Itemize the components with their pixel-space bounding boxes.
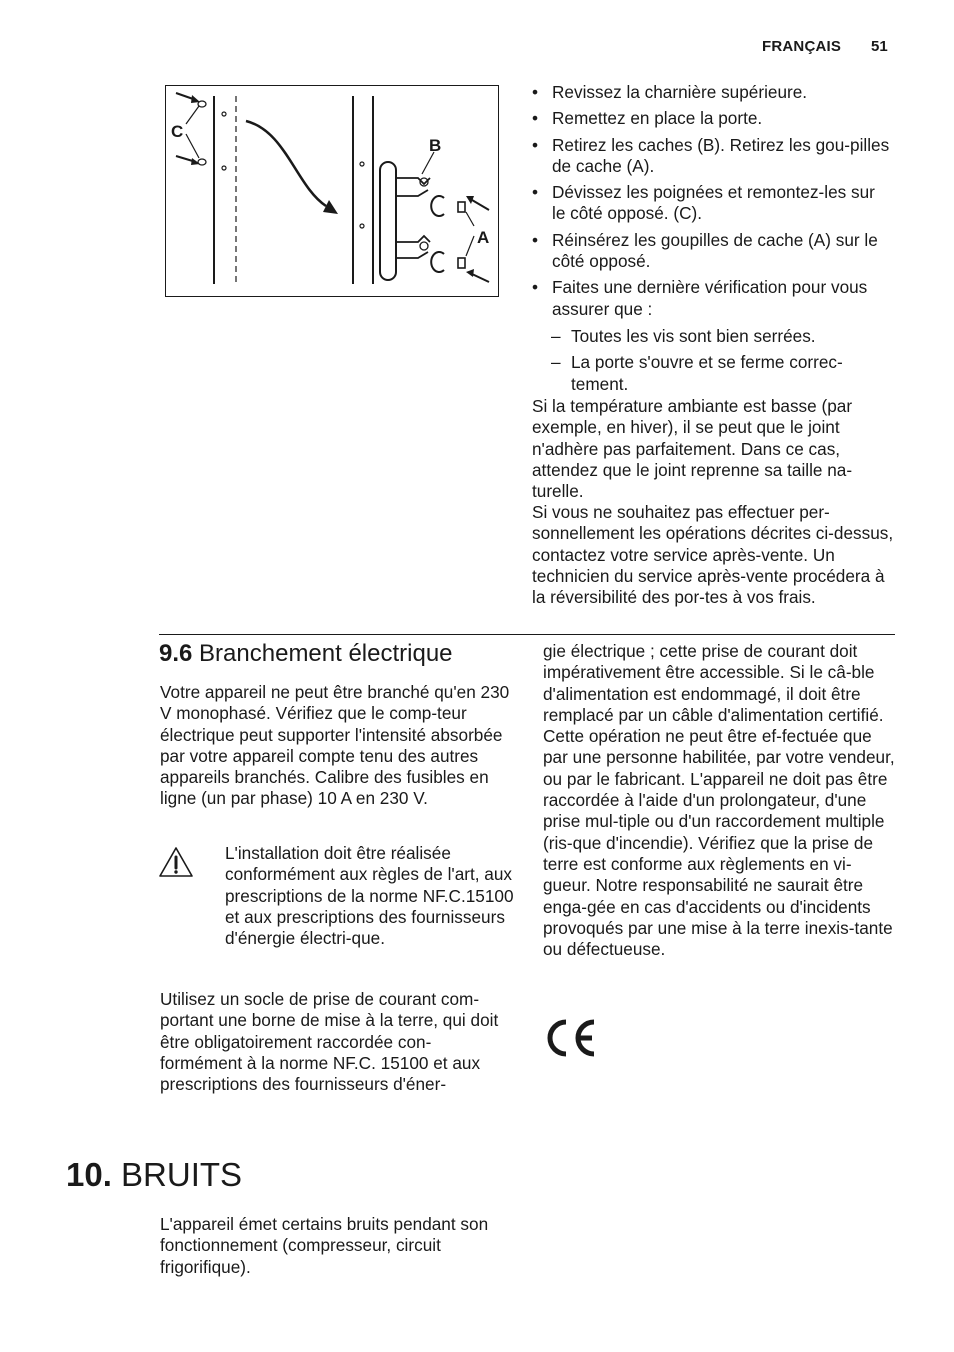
step-item: • Faites une dernière vérification pour vous assurer que : [532, 277, 868, 319]
label-a: A [477, 228, 490, 247]
temperature-note: Si la température ambiante est basse (par exemple, en hiver), il se peut que le joint n'adhère pas parfaitement. Dans ce cas, attendez que le joint reprenne sa taille na-turelle. [532, 396, 853, 502]
noise-text: L'appareil émet certains bruits pendant son fonctionnement (compresseur, circuit frigorifique). [160, 1214, 489, 1277]
illustration-drawing [166, 86, 497, 295]
installation-warning-text: L'installation doit être réalisée conformément aux règles de l'art, aux prescriptions de la norme NF.C.15100 et aux prescriptions des fournisseurs d'énergie électri-que. [225, 843, 514, 949]
step-item: • Revissez la charnière supérieure. [532, 82, 808, 102]
power-requirements-text: Votre appareil ne peut être branché qu'en 230 V monophasé. Vérifiez que le comp-teur électrique peut supporter l'intensité absorbée par votre appareil compte tenu des autres appareils branchés. Calibre des fusibles en ligne (un par phase) 10 A en 230 V. [160, 682, 510, 809]
header-language: FRANÇAIS [762, 38, 842, 55]
chapter-number: 10. [66, 1156, 112, 1193]
chapter-title: BRUITS [121, 1156, 243, 1193]
section-divider [159, 634, 895, 635]
check-item: – Toutes les vis sont bien serrées. [551, 326, 816, 346]
final-checks-list [551, 326, 891, 400]
step-item: • Dévissez les poignées et remontez-les sur le côté opposé. (C). [532, 182, 875, 224]
service-note: Si vous ne souhaitez pas effectuer per-sonnellement les opérations décrites ci-dessus, contactez votre service après-vente. Un technicien du service après-vente procédera à la réversibilité des por-tes à vos frais. [532, 502, 894, 608]
grounding-text: gie électrique ; cette prise de courant doit impérativement être accessible. Si le câ-ble d'alimentation est endommagé, il doit être remplacé par un câble d'alimentation certifié. Cette opération ne peut être ef-fectuée que par une personne habilitée, par votre vendeur, ou par le fabricant. L'appareil ne doit pas être raccordée à l'aide d'un prolongateur, d'une prise mul-tiple ou d'un raccordement multiple (ris-que d'incendie). Vérifiez que la prise de terre est conforme aux règlements en vi-gueur. Notre responsabilité ne saurait être enga-gée en cas d'accidents ou d'incidents provoqués par une mise à la terre inexis-tante ou défectueuse. [543, 641, 895, 960]
section-title: Branchement électrique [199, 640, 453, 667]
label-b: B [429, 136, 442, 155]
section-heading [159, 640, 453, 668]
socket-text: Utilisez un socle de prise de courant com-portant une borne de mise à la terre, qui doit être obligatoirement raccordée con-formément à la norme NF.C. 15100 et aux prescriptions des fournisseurs d'éner- [160, 989, 499, 1095]
step-item: • Réinsérez les goupilles de cache (A) sur le côté opposé. [532, 229, 878, 272]
ce-mark-logo [544, 1018, 598, 1058]
check-item: – La porte s'ouvre et se ferme correc-tement. [551, 352, 843, 394]
chapter-heading [66, 1156, 242, 1194]
page-number: 51 [871, 38, 888, 55]
reversal-steps-list [532, 82, 892, 325]
door-reversal-illustration [165, 85, 499, 297]
step-item: • Remettez en place la porte. [532, 108, 763, 129]
warning-icon [158, 846, 194, 878]
step-item: • Retirez les caches (B). Retirez les gou-pilles de cache (A). [532, 134, 890, 176]
section-number: 9.6 [159, 640, 193, 667]
label-c: C [171, 122, 184, 141]
